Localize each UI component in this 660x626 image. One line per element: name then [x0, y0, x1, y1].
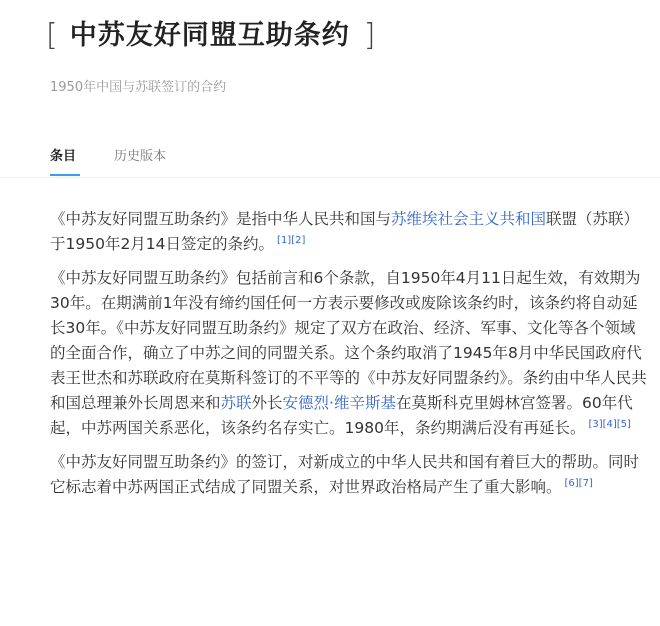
- page-title: 中苏友好同盟互助条约: [69, 20, 350, 51]
- tab-history[interactable]: 历史版本: [114, 149, 167, 164]
- link-soviet-republics[interactable]: 苏维埃社会主义共和国: [391, 210, 547, 228]
- citation-refs-1[interactable]: [1][2]: [277, 234, 306, 246]
- article-body: [50, 207, 650, 509]
- tab-bar: [50, 145, 166, 176]
- paragraph-2-text-a: 《中苏友好同盟互助条约》包括前言和6个条款，自1950年4月11日起生效，有效期为30年。在期满前1年没有缔约国任何一方表示要修改或废除该条约时，该条约将自动延长30年。《中苏友好同盟互助条约》规定了双方在政治、经济、军事、文化等各个领域的全面合作，确立了中苏之间的同盟关系。这个条约取消了1945年8月中华民国政府代表王世杰和苏联政府在莫斯科签订的不平等的《中苏友好同盟条约》。条约由中华人民共和国总理兼外长周恩来和: [50, 269, 647, 412]
- paragraph-2-text-c: 在莫斯科克里姆林宫签署。60年代起，中苏两国关系恶化，该条约名存实亡。1980年，条约期满后没有再延长。: [50, 394, 633, 437]
- link-ussr[interactable]: 苏联: [220, 394, 252, 412]
- paragraph-1-text-b: 联盟（苏联）于1950年2月14日签定的条约。: [50, 210, 640, 253]
- tab-divider: [0, 177, 660, 178]
- page-subtitle: 1950年中国与苏联签订的合约: [50, 80, 227, 95]
- page-title-row: [46, 14, 375, 58]
- citation-refs-2[interactable]: [3][4][5]: [588, 418, 631, 430]
- title-bracket-open: [: [46, 18, 58, 53]
- title-bracket-close: ]: [363, 18, 376, 53]
- link-vyshinsky[interactable]: 安德烈·维辛斯基: [282, 394, 396, 412]
- paragraph-3-text: 《中苏友好同盟互助条约》的签订，对新成立的中华人民共和国有着巨大的帮助。同时它标志着中苏两国正式结成了同盟关系，对世界政治格局产生了重大影响。: [50, 453, 640, 496]
- paragraph-2: [50, 266, 650, 441]
- paragraph-3: [50, 450, 650, 500]
- paragraph-2-text-b: 外长: [251, 394, 283, 412]
- paragraph-1-text-a: 《中苏友好同盟互助条约》是指中华人民共和国与: [50, 210, 392, 228]
- citation-refs-3[interactable]: [6][7]: [564, 477, 593, 489]
- tab-entry[interactable]: 条目: [50, 145, 76, 176]
- paragraph-1: [50, 207, 650, 257]
